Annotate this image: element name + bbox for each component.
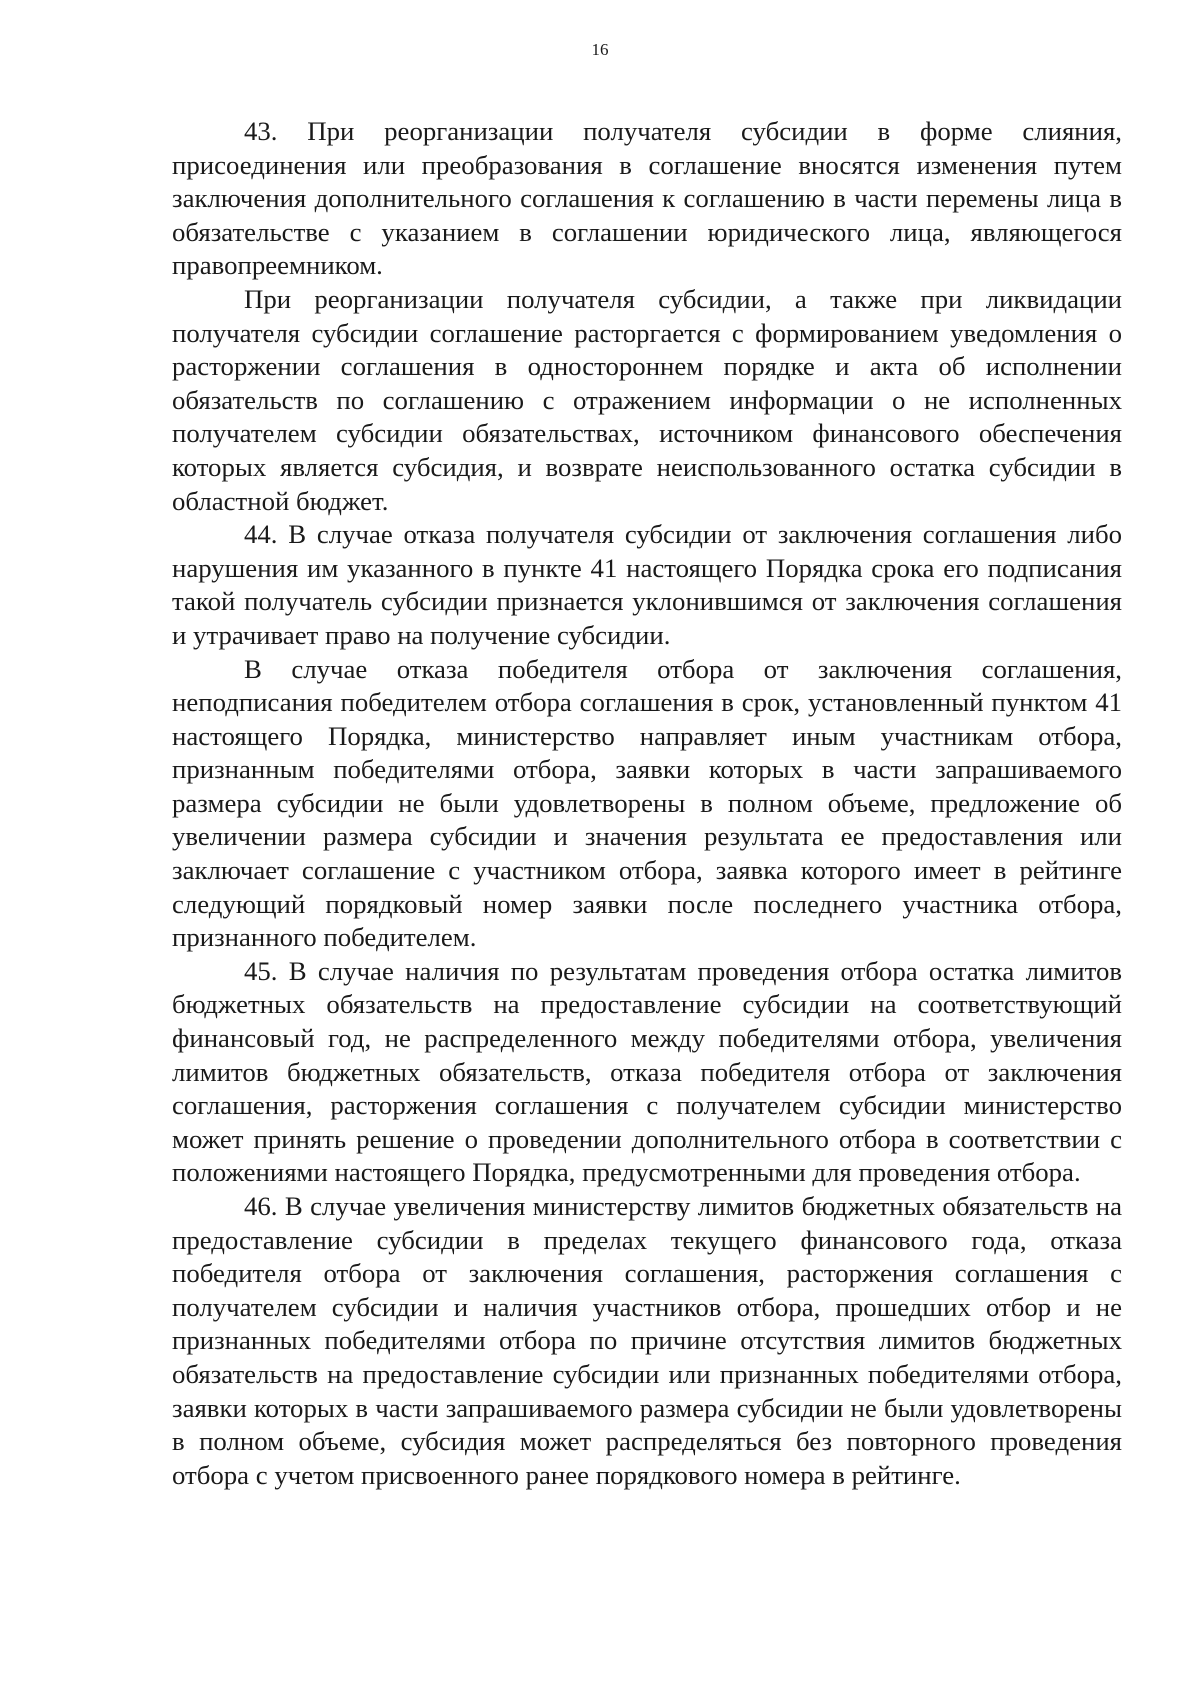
- page-number: 16: [591, 40, 609, 59]
- paragraph-43-continued: При реорганизации получателя субсидии, а также при ликвидации получателя субсидии соглашение расторгается с формированием уведомления о расторжении соглашения в одностороннем порядке и акта об исполнении обязательств по соглашению с отражением информации о не исполненных получателем субсидии обязательствах, источником финансового обеспечения которых является субсидия, и возврате неиспользованного остатка субсидии в областной бюджет.: [172, 283, 1122, 516]
- paragraph-46: 46. В случае увеличения министерству лимитов бюджетных обязательств на предоставление субсидии в пределах текущего финансового года, отказа победителя отбора от заключения соглашения, расторжения соглашения с получателем субсидии и наличия участников отбора, прошедших отбор и не признанных победителями отбора по причине отсутствия лимитов бюджетных обязательств на предоставление субсидии или признанных победителями отбора, заявки которых в части запрашиваемого размера субсидии не были удовлетворены в полном объеме, субсидия может распределяться без повторного проведения отбора с учетом присвоенного ранее порядкового номера в рейтинге.: [172, 1191, 1122, 1490]
- paragraph-44: 44. В случае отказа получателя субсидии от заключения соглашения либо нарушения им указанного в пункте 41 настоящего Порядка срока его подписания такой получатель субсидии признается уклонившимся от заключения соглашения и утрачивает право на получение субсидии.: [172, 519, 1122, 650]
- paragraph-43: 43. При реорганизации получателя субсидии в форме слияния, присоединения или преобразования в соглашение вносятся изменения путем заключения дополнительного соглашения к соглашению в части перемены лица в обязательстве с указанием в соглашении юридического лица, являющегося правопреемником.: [172, 116, 1122, 281]
- paragraph-44-continued: В случае отказа победителя отбора от заключения соглашения, неподписания победителем отбора соглашения в срок, установленный пунктом 41 настоящего Порядка, министерство направляет иным участникам отбора, признанным победителями отбора, заявки которых в части запрашиваемого размера субсидии не были удовлетворены в полном объеме, предложение об увеличении размера субсидии и значения результата ее предоставления или заключает соглашение с участником отбора, заявка которого имеет в рейтинге следующий порядковый номер заявки после последнего участника отбора, признанного победителем.: [172, 653, 1122, 953]
- paragraph-45: 45. В случае наличия по результатам проведения отбора остатка лимитов бюджетных обязательств на предоставление субсидии на соответствующий финансовый год, не распределенного между победителями отбора, увеличения лимитов бюджетных обязательств, отказа победителя отбора от заключения соглашения, расторжения соглашения с получателем субсидии министерство может принять решение о проведении дополнительного отбора в соответствии с положениями настоящего Порядка, предусмотренными для проведения отбора.: [172, 955, 1122, 1188]
- document-body: [172, 115, 1122, 1492]
